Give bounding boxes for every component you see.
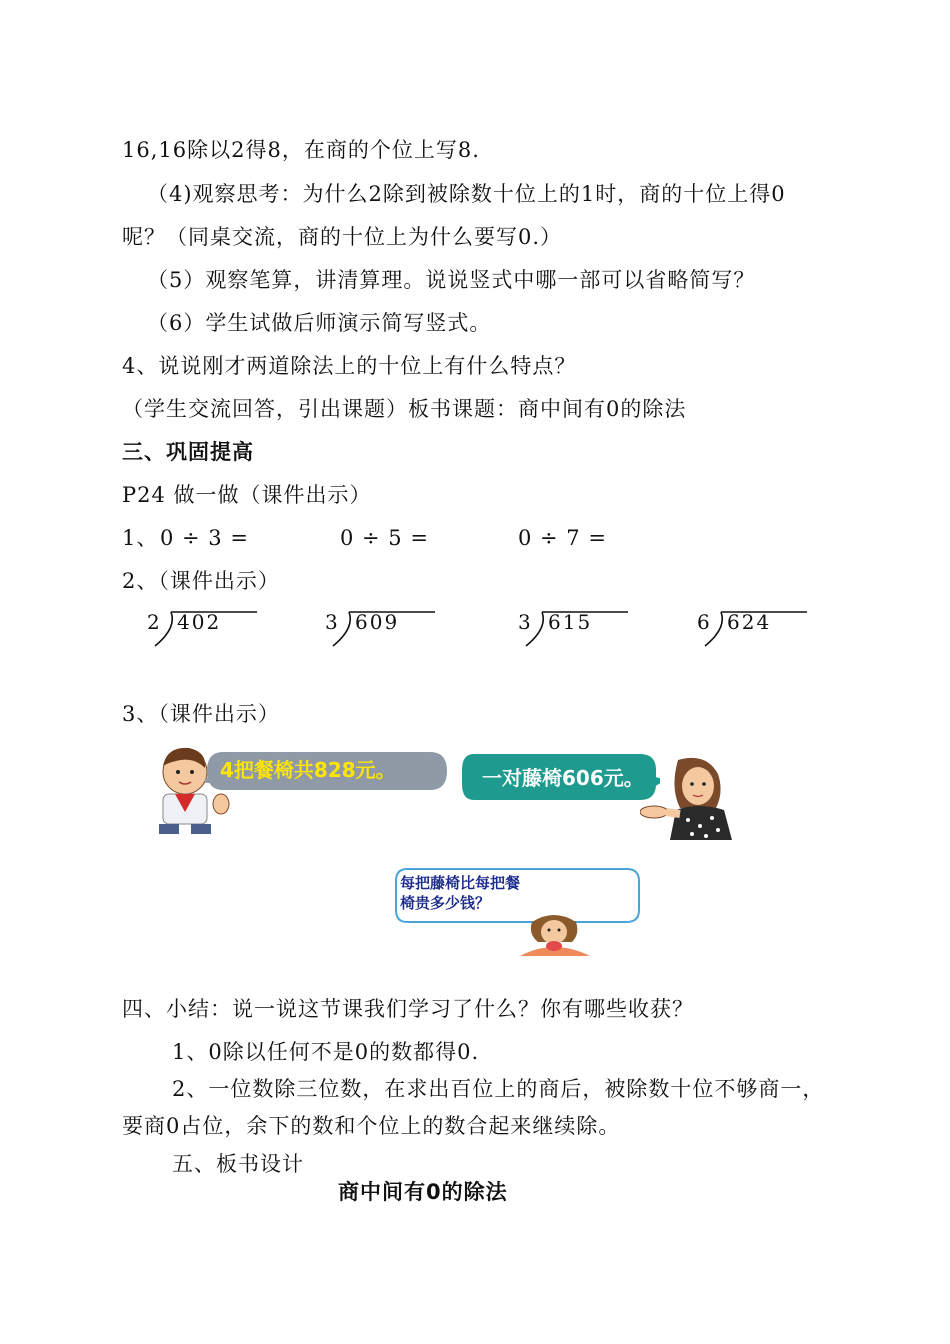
dividend: 609 — [355, 610, 400, 634]
long-division-2 — [325, 606, 465, 646]
girl-bubble-line-1: 每把藤椅比每把餐 — [400, 874, 521, 892]
section-4-heading: 四、小结：说一说这节课我们学习了什么？你有哪些收获？ — [122, 997, 694, 1021]
girl-illustration — [510, 908, 600, 958]
q1-item-3: 0 ÷ 7 = — [518, 526, 607, 550]
woman-illustration — [640, 752, 750, 842]
boy-bubble-text: 4把餐椅共828元。 — [220, 758, 396, 782]
long-division-4 — [697, 606, 837, 646]
text-line-3: 呢？（同桌交流，商的十位上为什么要写0.） — [122, 225, 563, 249]
divisor: 3 — [325, 610, 338, 634]
girl-bubble-line-2: 椅贵多少钱？ — [400, 894, 491, 912]
section-5-heading: 五、板书设计 — [172, 1152, 304, 1176]
divisor: 6 — [697, 610, 710, 634]
text-line-1: 16,16除以2得8，在商的个位上写8. — [122, 138, 480, 162]
text-line-5: （6）学生试做后师演示简写竖式。 — [147, 311, 492, 335]
text-line-6: 4、说说刚才两道除法上的十位上有什么特点？ — [122, 354, 577, 378]
q1-item-1: 0 ÷ 3 = — [160, 526, 249, 550]
text-line-2: （4)观察思考：为什么2除到被除数十位上的1时，商的十位上得0 — [147, 182, 786, 206]
q1-label: 1、 — [122, 526, 159, 550]
q2-label: 2、（课件出示） — [122, 569, 280, 593]
text-line-7: （学生交流回答，引出课题）板书课题：商中间有0的除法 — [122, 397, 687, 421]
dividend: 402 — [177, 610, 222, 634]
long-division-3 — [518, 606, 658, 646]
woman-bubble-text: 一对藤椅606元。 — [482, 766, 644, 790]
board-title: 商中间有0的除法 — [338, 1180, 508, 1204]
summary-point-2b: 要商0占位，余下的数和个位上的数合起来继续除。 — [122, 1114, 621, 1138]
dividend: 624 — [727, 610, 772, 634]
q3-label: 3、（课件出示） — [122, 702, 280, 726]
section-3-sub: P24 做一做（课件出示） — [122, 483, 372, 507]
section-3-heading: 三、巩固提高 — [122, 440, 254, 464]
text-line-4: （5）观察笔算，讲清算理。说说竖式中哪一部可以省略简写？ — [147, 268, 756, 292]
q1-item-2: 0 ÷ 5 = — [340, 526, 429, 550]
summary-point-2a: 2、一位数除三位数，在求出百位上的商后，被除数十位不够商一， — [172, 1077, 825, 1101]
summary-point-1: 1、0除以任何不是0的数都得0. — [172, 1040, 480, 1064]
divisor: 3 — [518, 610, 531, 634]
girl-bubble-text — [400, 873, 520, 913]
divisor: 2 — [147, 610, 160, 634]
dividend: 615 — [548, 610, 593, 634]
long-division-1 — [147, 606, 287, 646]
